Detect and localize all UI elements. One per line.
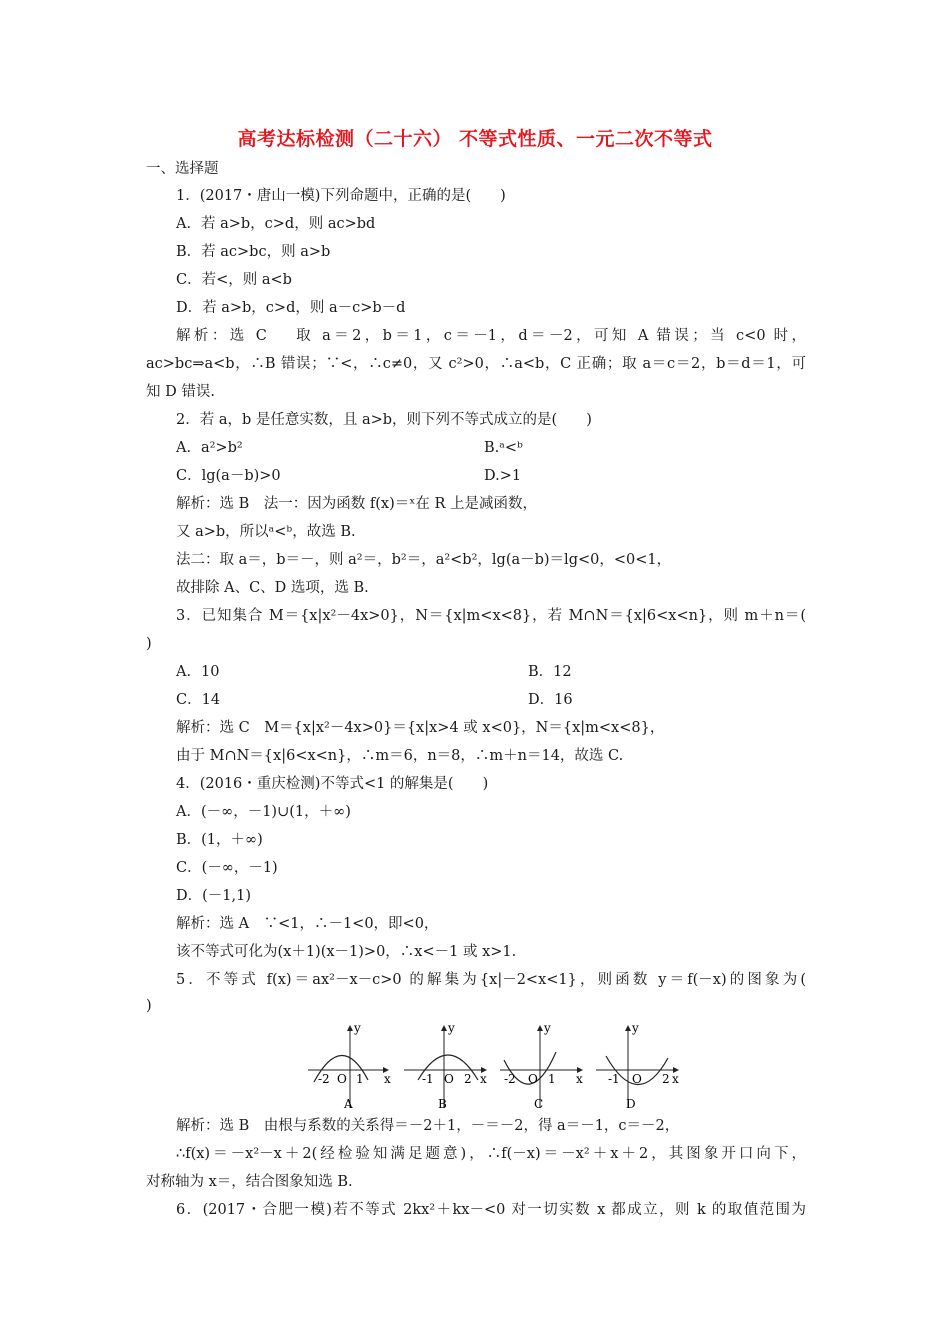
graph-c-label: C: [534, 1097, 544, 1111]
q4-stem: 4．(2016・重庆检测)不等式<1 的解集是( ): [176, 776, 489, 792]
q1-option-b: B．若 ac>bc，则 a>b: [176, 244, 331, 260]
graph-c: [500, 1022, 583, 1111]
graph-a-x-label: x: [384, 1072, 391, 1086]
graph-a-origin: O: [337, 1072, 347, 1086]
q5-solution-line1: 解析：选 B 由根与系数的关系得＝－2＋1，－＝－2，得 a＝－1，c＝－2，: [176, 1118, 680, 1134]
q1-solution-line1: 解析：选 C 取 a＝2，b＝1，c＝－1，d＝－2，可知 A 错误；当 c<0 时，: [176, 328, 806, 344]
graph-c-origin: O: [528, 1072, 538, 1086]
q4-solution-line2: 该不等式可化为(x＋1)(x－1)>0，∴x<－1 或 x>1.: [176, 944, 517, 960]
graph-b-tick-left: -1: [422, 1072, 434, 1086]
q3-stem-line2: ): [146, 636, 152, 652]
graph-b-x-label: x: [480, 1072, 487, 1086]
section-heading: 一、选择题: [146, 161, 219, 177]
graph-b-origin: O: [444, 1072, 454, 1086]
q2-option-d: D.>1: [484, 468, 522, 484]
q5-stem-line2: ): [146, 998, 152, 1014]
q2-solution-line2: 又 a>b，所以ᵃ<ᵇ，故选 B.: [176, 524, 356, 540]
q1-option-a: A．若 a>b，c>d，则 ac>bd: [176, 216, 376, 232]
graph-c-tick-right: 1: [548, 1072, 556, 1086]
graph-c-tick-left: -2: [504, 1072, 516, 1086]
q3-option-b: B．12: [528, 664, 572, 680]
q1-stem: 1．(2017・唐山一模)下列命题中，正确的是( ): [176, 188, 506, 204]
q2-solution-line4: 故排除 A、C、D 选项，选 B.: [176, 580, 369, 596]
graph-d-tick-right: 2: [662, 1072, 670, 1086]
q3-solution-line2: 由于 M∩N＝{x|6<x<n}，∴m＝6，n＝8，∴m＋n＝14，故选 C.: [176, 748, 624, 764]
graph-d-origin: O: [632, 1072, 642, 1086]
graph-d: [596, 1022, 679, 1111]
q4-option-a: A．(－∞，－1)∪(1，＋∞): [176, 804, 351, 820]
q3-stem-line1: 3．已知集合 M＝{x|x²－4x>0}，N＝{x|m<x<8}，若 M∩N＝{x|6<x<n}，则 m＋n＝(: [176, 608, 806, 624]
graph-c-y-label: y: [544, 1022, 551, 1035]
graph-b-y-label: y: [448, 1022, 455, 1035]
graph-a-tick-right: 1: [356, 1072, 364, 1086]
q5-stem-line1: 5．不等式 f(x)＝ax²－x－c>0 的解集为{x|－2<x<1}，则函数 y＝f(－x)的图象为(: [176, 972, 806, 988]
q3-option-d: D．16: [528, 692, 573, 708]
graph-d-tick-left: -1: [608, 1072, 620, 1086]
q4-solution-line1: 解析：选 A ∵<1，∴－1<0，即<0，: [176, 916, 439, 932]
graph-a: [308, 1022, 391, 1111]
graph-b-label: B: [438, 1097, 447, 1111]
q2-option-a: A．a²>b²: [176, 440, 243, 456]
q5-solution-line3: 对称轴为 x＝，结合图象知选 B.: [146, 1174, 353, 1190]
graph-d-label: D: [626, 1097, 636, 1111]
q4-option-b: B．(1，＋∞): [176, 832, 263, 848]
q1-solution-line2: ac>bc⇒a<b，∴B 错误；∵<，∴c≠0，又 c²>0，∴a<b，C 正确；取 a＝c＝2，b＝d＝1，可: [146, 356, 806, 372]
q4-option-d: D．(－1,1): [176, 888, 251, 904]
graph-a-tick-left: -2: [318, 1072, 330, 1086]
q3-solution-line1: 解析：选 C M＝{x|x²－4x>0}＝{x|x>4 或 x<0}，N＝{x|m<x<8}，: [176, 720, 665, 736]
q1-solution-line3: 知 D 错误.: [146, 384, 215, 400]
graph-b-tick-right: 2: [464, 1072, 472, 1086]
q2-option-b: B.ᵃ<ᵇ: [484, 440, 523, 456]
q2-option-c: C．lg(a－b)>0: [176, 468, 281, 484]
graph-a-y-label: y: [354, 1022, 361, 1035]
page-title: 高考达标检测（二十六） 不等式性质、一元二次不等式: [237, 128, 713, 150]
q1-option-c: C．若<，则 a<b: [176, 272, 292, 288]
graph-a-label: A: [344, 1097, 353, 1111]
q2-stem: 2．若 a，b 是任意实数，且 a>b，则下列不等式成立的是( ): [176, 412, 592, 428]
graph-d-y-label: y: [632, 1022, 639, 1035]
q2-solution-line3: 法二：取 a＝，b＝－，则 a²＝，b²＝，a²<b²，lg(a－b)＝lg<0，<0<1，: [176, 552, 672, 568]
q4-option-c: C．(－∞，－1): [176, 860, 278, 876]
q5-solution-line2: ∴f(x)＝－x²－x＋2(经检验知满足题意)，∴f(－x)＝－x²＋x＋2，其图象开口向下，: [176, 1146, 806, 1162]
q3-option-a: A．10: [176, 664, 220, 680]
graph-b: [404, 1022, 487, 1111]
q3-option-c: C．14: [176, 692, 221, 708]
graph-c-x-label: x: [576, 1072, 583, 1086]
q2-solution-line1: 解析：选 B 法一：因为函数 f(x)＝ˣ在 R 上是减函数，: [176, 496, 538, 512]
q5-graph-options: [304, 1022, 684, 1114]
q6-stem: 6．(2017・合肥一模)若不等式 2kx²＋kx－<0 对一切实数 x 都成立，则 k 的取值范围为: [176, 1202, 806, 1218]
q1-option-d: D．若 a>b，c>d，则 a－c>b－d: [176, 300, 406, 316]
graph-d-x-label: x: [672, 1072, 679, 1086]
